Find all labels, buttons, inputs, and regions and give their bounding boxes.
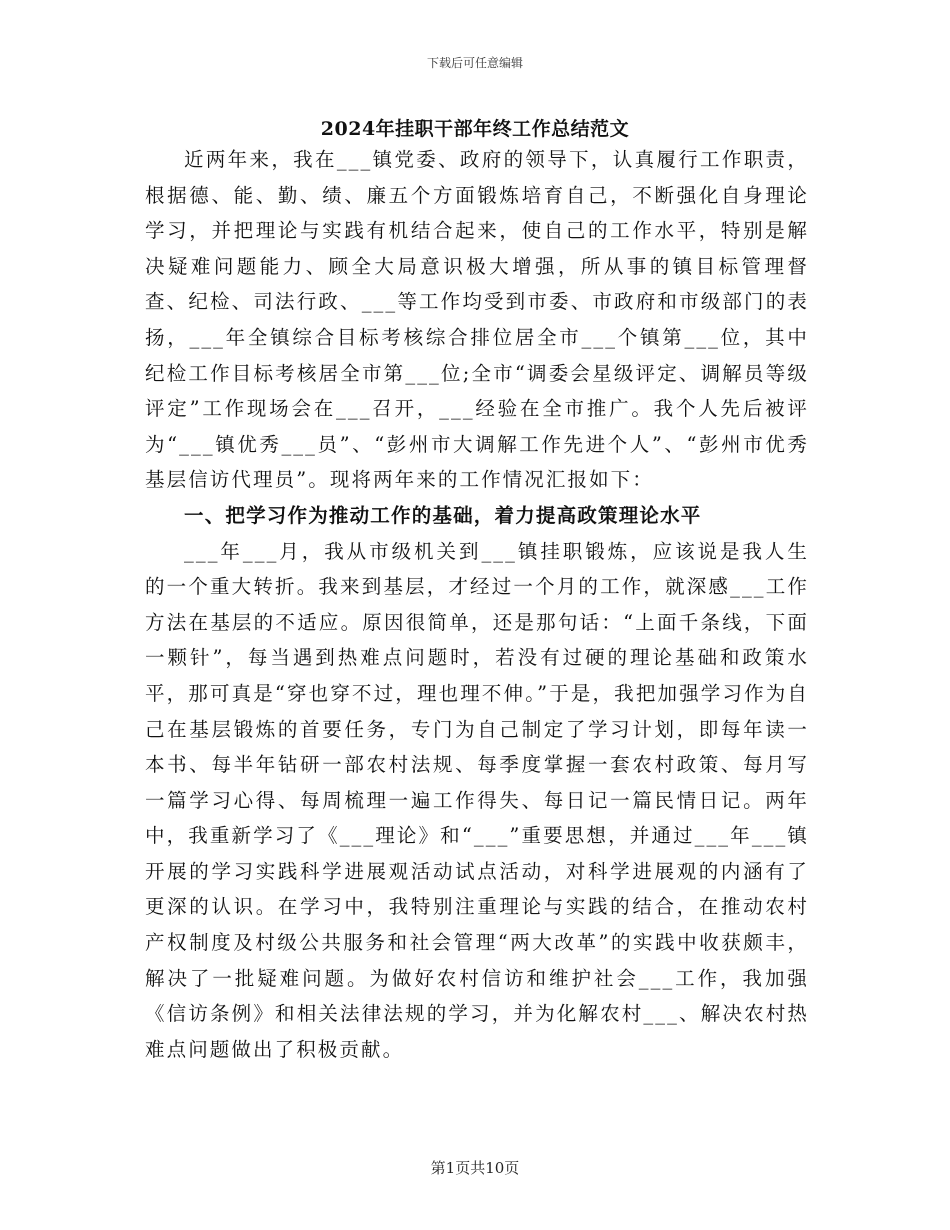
page-number: 第1页共10页 xyxy=(430,1159,520,1177)
page-header-note: 下载后可任意编辑 xyxy=(426,56,523,70)
intro-paragraph: 近两年来，我在___镇党委、政府的领导下，认真履行工作职责，根据德、能、勤、绩、廉五个方面锻炼培育自己，不断强化自身理论学习，并把理论与实践有机结合起来，使自己的工作水平，特别是解决疑难问题能力、顾全大局意识极大增强，所从事的镇目标管理督查、纪检、司法行政、___等工作均受到市委、市政府和市级部门的表扬，___年全镇综合目标考核综合排位居全市___个镇第___位，其中纪检工作目标考核居全市第___位;全市“调委会星级评定、调解员等级评定”工作现场会在___召开，___经验在全市推广。我个人先后被评为“___镇优秀___员”、“彭州市大调解工作先进个人”、“彭州市优秀基层信访代理员”。现将两年来的工作情况汇报如下： xyxy=(145,148,809,492)
document-title: 2024年挂职干部年终工作总结范文 xyxy=(320,118,630,140)
section-paragraph: ___年___月，我从市级机关到___镇挂职锻炼，应该说是我人生的一个重大转折。我来到基层，才经过一个月的工作，就深感___工作方法在基层的不适应。原因很简单，还是那句话：“上面千条线，下面一颗针”，每当遇到热难点问题时，若没有过硬的理论基础和政策水平，那可真是“穿也穿不过，理也理不伸。”于是，我把加强学习作为自己在基层锻炼的首要任务，专门为自己制定了学习计划，即每年读一本书、每半年钻研一部农村法规、每季度掌握一套农村政策、每月写一篇学习心得、每周梳理一遍工作得失、每日记一篇民情日记。两年中，我重新学习了《___理论》和“___”重要思想，并通过___年___镇开展的学习实践科学进展观活动试点活动，对科学进展观的内涵有了更深的认识。在学习中，我特别注重理论与实践的结合，在推动农村产权制度及村级公共服务和社会管理“两大改革”的实践中收获颇丰，解决了一批疑难问题。为做好农村信访和维护社会___工作，我加强《信访条例》和相关法律法规的学习，并为化解农村___、解决农村热难点问题做出了积极贡献。 xyxy=(145,539,809,1061)
document-body xyxy=(145,142,809,1067)
section-heading: 一、把学习作为推动工作的基础，着力提高政策理论水平 xyxy=(184,503,702,527)
